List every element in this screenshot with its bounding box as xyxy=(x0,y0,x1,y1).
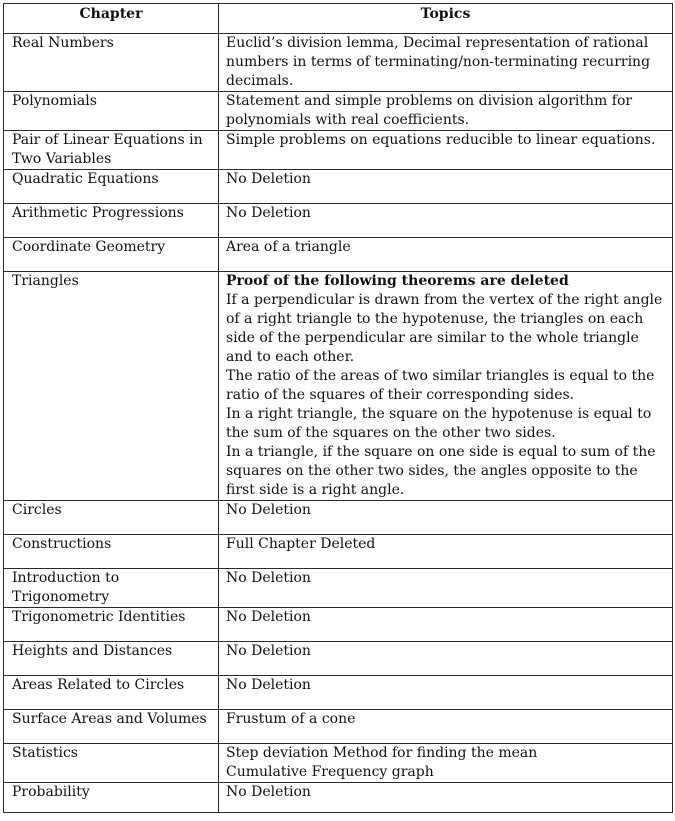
topic-line: No Deletion xyxy=(226,570,311,586)
table-row xyxy=(4,272,673,501)
topic-line: No Deletion xyxy=(226,609,311,625)
chapter-cell: Constructions xyxy=(4,535,219,569)
chapter-cell: Areas Related to Circles xyxy=(4,676,219,710)
topics-cell xyxy=(219,170,673,204)
topics-cell xyxy=(219,710,673,744)
chapter-cell: Heights and Distances xyxy=(4,642,219,676)
topic-line: In a triangle, if the square on one side is equal to sum of the squares on the other two sides, the angles opposite to the first side is a right angle. xyxy=(226,444,656,498)
table-row xyxy=(4,501,673,535)
table-row xyxy=(4,676,673,710)
chapter-cell: Circles xyxy=(4,501,219,535)
topics-cell xyxy=(219,238,673,272)
topic-line: Frustum of a cone xyxy=(226,711,356,727)
table-row xyxy=(4,744,673,783)
topic-line: If a perpendicular is drawn from the vertex of the right angle of a right triangle to the hypotenuse, the triangles on each side of the perpendicular are similar to the whole triangle and to each other. xyxy=(226,292,663,365)
topic-line: No Deletion xyxy=(226,643,311,659)
topics-cell xyxy=(219,34,673,92)
chapter-cell: Arithmetic Progressions xyxy=(4,204,219,238)
topic-line: Statement and simple problems on division algorithm for polynomials with real coefficients. xyxy=(226,93,633,128)
table-row xyxy=(4,238,673,272)
table-body xyxy=(4,34,673,813)
topic-line: Step deviation Method for finding the mean xyxy=(226,745,538,761)
table-row xyxy=(4,204,673,238)
topics-cell xyxy=(219,204,673,238)
topic-line: No Deletion xyxy=(226,502,311,518)
topics-cell xyxy=(219,608,673,642)
table-header-row xyxy=(4,4,673,34)
table-row xyxy=(4,170,673,204)
table-row xyxy=(4,92,673,131)
topics-cell xyxy=(219,783,673,813)
topics-cell xyxy=(219,92,673,131)
chapter-cell: Triangles xyxy=(4,272,219,501)
table-row xyxy=(4,131,673,170)
topics-cell xyxy=(219,272,673,501)
chapter-cell: Probability xyxy=(4,783,219,813)
table-row xyxy=(4,569,673,608)
topics-cell xyxy=(219,501,673,535)
topic-line: Euclid’s division lemma, Decimal representation of rational numbers in terms of terminating/non-terminating recurring decimals. xyxy=(226,35,651,89)
chapter-cell: Coordinate Geometry xyxy=(4,238,219,272)
topics-cell xyxy=(219,642,673,676)
topic-line: Simple problems on equations reducible to linear equations. xyxy=(226,132,656,148)
topic-line: No Deletion xyxy=(226,205,311,221)
topic-line: No Deletion xyxy=(226,677,311,693)
chapter-cell: Polynomials xyxy=(4,92,219,131)
chapter-cell: Surface Areas and Volumes xyxy=(4,710,219,744)
table-row xyxy=(4,34,673,92)
chapter-cell: Trigonometric Identities xyxy=(4,608,219,642)
topics-column-header: Topics xyxy=(219,4,673,34)
chapter-cell: Pair of Linear Equations in Two Variables xyxy=(4,131,219,170)
topic-line: The ratio of the areas of two similar triangles is equal to the ratio of the squares of their corresponding sides. xyxy=(226,368,655,403)
topics-cell xyxy=(219,676,673,710)
topic-line: Full Chapter Deleted xyxy=(226,536,376,552)
chapter-cell: Quadratic Equations xyxy=(4,170,219,204)
topic-line: Area of a triangle xyxy=(226,239,351,255)
topic-line: In a right triangle, the square on the hypotenuse is equal to the sum of the squares on the other two sides. xyxy=(226,406,652,441)
chapter-cell: Statistics xyxy=(4,744,219,783)
chapter-cell: Real Numbers xyxy=(4,34,219,92)
table-row xyxy=(4,608,673,642)
topic-line: No Deletion xyxy=(226,171,311,187)
topic-line: No Deletion xyxy=(226,784,311,800)
table-row xyxy=(4,710,673,744)
topics-cell xyxy=(219,744,673,783)
table-row xyxy=(4,535,673,569)
topics-cell xyxy=(219,535,673,569)
topic-heading: Proof of the following theorems are deleted xyxy=(226,273,569,289)
topic-line: Cumulative Frequency graph xyxy=(226,764,434,780)
topics-cell xyxy=(219,131,673,170)
chapter-cell: Introduction to Trigonometry xyxy=(4,569,219,608)
table-row xyxy=(4,642,673,676)
table-row xyxy=(4,783,673,813)
topics-cell xyxy=(219,569,673,608)
syllabus-deletion-table xyxy=(3,3,673,813)
chapter-column-header: Chapter xyxy=(4,4,219,34)
